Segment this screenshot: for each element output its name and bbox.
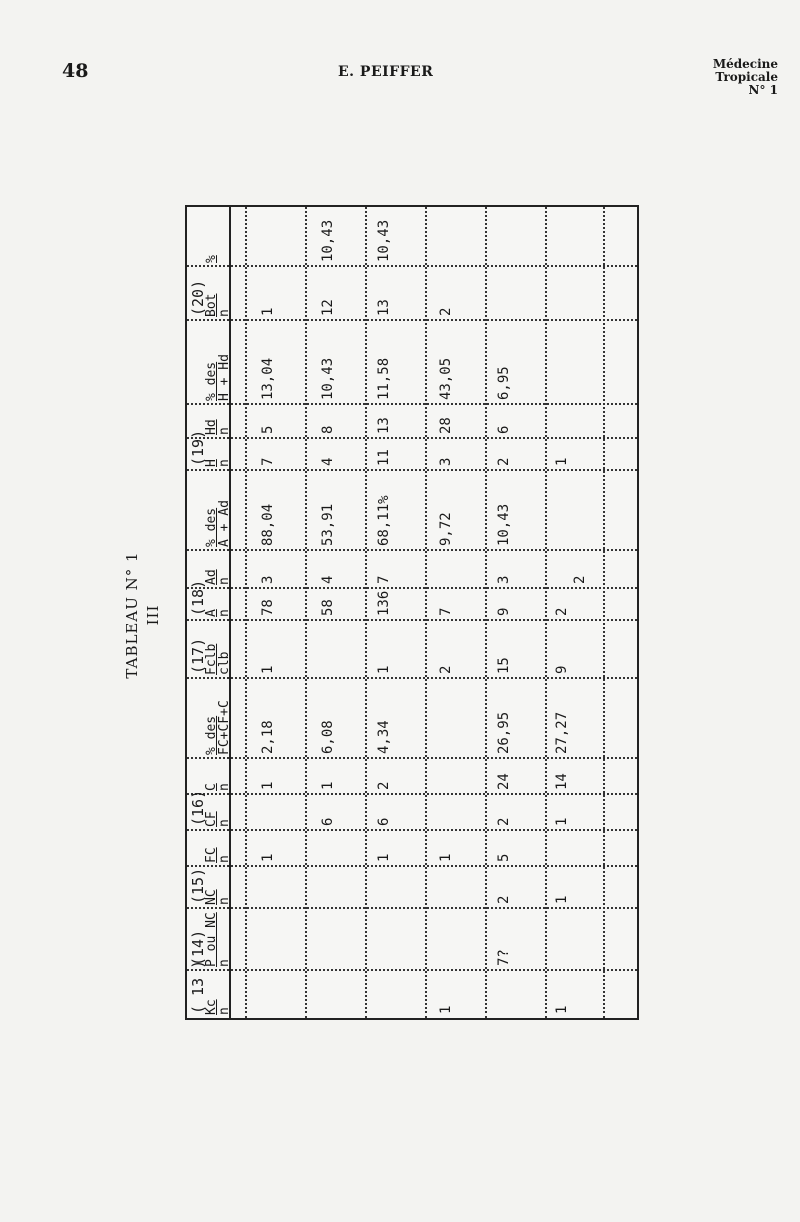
column-group-label: ( 13 ) <box>189 959 207 1014</box>
column-group-label: (14) <box>189 929 207 966</box>
table-cell: 6 <box>496 425 512 434</box>
table-cell: 2 <box>376 781 392 790</box>
table-cell: 27,27 <box>554 711 570 754</box>
column-header-bottom: n <box>217 855 232 863</box>
column-header-bottom: n <box>217 1007 232 1015</box>
table-cell: 1 <box>554 457 570 466</box>
column-header-bottom: clb <box>217 651 232 675</box>
column-header-bottom: n <box>217 309 232 317</box>
table-cell: 53,91 <box>320 503 336 546</box>
table-cell: 1 <box>320 781 336 790</box>
column-group-label: (19) <box>189 429 207 466</box>
table-cell: 26,95 <box>496 711 512 754</box>
column-header <box>205 500 231 547</box>
column-header <box>205 569 231 585</box>
column-header-top: FC <box>204 847 219 863</box>
column-divider <box>187 865 637 867</box>
page-number: 48 <box>62 60 89 82</box>
table-cell: 11 <box>376 449 392 466</box>
column-header <box>205 644 231 675</box>
column-divider <box>187 319 637 321</box>
table-cell: 9 <box>554 665 570 674</box>
column-divider <box>187 969 637 971</box>
table-cell: 1 <box>554 817 570 826</box>
table-cell: 6,08 <box>320 720 336 754</box>
data-table <box>185 205 639 1020</box>
table-cell: 24 <box>496 773 512 790</box>
column-header-bottom: FC+CF+C <box>217 700 232 755</box>
table-cell: 13 <box>376 299 392 316</box>
column-divider <box>187 757 637 759</box>
column-header <box>205 783 231 791</box>
table-cell: 5 <box>496 853 512 862</box>
row-divider <box>603 207 605 1018</box>
column-header-top: Fclb <box>204 643 219 675</box>
column-group-label: (20) <box>189 279 207 316</box>
table-cell: 7 <box>438 607 454 616</box>
table-cell: 12 <box>320 299 336 316</box>
row-divider <box>365 207 367 1018</box>
column-header-top: % <box>204 255 219 263</box>
table-cell: 3 <box>260 575 276 584</box>
column-header-top: % des <box>204 715 219 755</box>
table-cell: 1 <box>438 1005 454 1014</box>
journal-line-3: N° 1 <box>748 83 778 97</box>
journal-line-1: Médecine <box>712 57 778 71</box>
table-cell: 2 <box>554 607 570 616</box>
table-cell: 4,34 <box>376 720 392 754</box>
column-divider <box>187 437 637 439</box>
table-cell: 1 <box>554 895 570 904</box>
table-cell: 6 <box>320 817 336 826</box>
table-cell: 6,95 <box>496 366 512 400</box>
table-cell: 9 <box>496 607 512 616</box>
column-header <box>205 811 231 827</box>
table-cell: 1 <box>260 853 276 862</box>
column-header-top: NC <box>204 889 219 905</box>
table-cell: 11,58 <box>376 357 392 400</box>
table-cell: 2 <box>496 457 512 466</box>
row-divider <box>485 207 487 1018</box>
journal-name <box>713 58 778 97</box>
table-cell: 4 <box>320 575 336 584</box>
table-cell: 43,05 <box>438 357 454 400</box>
column-header-bottom: n <box>217 959 232 967</box>
table-cell: 13 <box>376 417 392 434</box>
table-cell: 1 <box>376 853 392 862</box>
column-group-label: (15) <box>189 867 207 904</box>
column-header-top: A <box>204 609 219 617</box>
table-cell: 10,43 <box>320 219 336 262</box>
table-cell: 2 <box>496 895 512 904</box>
column-header-top: Bot <box>204 293 219 317</box>
table-cell: 7? <box>496 949 512 966</box>
column-header-top: CF <box>204 811 219 827</box>
table-cell: 5 <box>260 425 276 434</box>
table-cell: 1 <box>260 307 276 316</box>
table-cell: 2 <box>496 817 512 826</box>
column-header <box>205 847 231 863</box>
column-header-bottom: n <box>217 897 232 905</box>
table-title: TABLEAU N° 1 <box>123 551 141 679</box>
column-divider <box>187 403 637 405</box>
table-cell: 15 <box>496 657 512 674</box>
column-header-bottom: H + Hd <box>217 354 232 401</box>
table-cell: 10,43 <box>376 219 392 262</box>
column-header-bottom: A + Ad <box>217 500 232 547</box>
column-divider <box>187 829 637 831</box>
column-header-bottom: n <box>217 609 232 617</box>
table-cell: 14 <box>554 773 570 790</box>
table-cell: 2 <box>438 307 454 316</box>
table-cell: 58 <box>320 599 336 616</box>
table-cell: 68,11% <box>376 495 392 546</box>
table-cell: 136 <box>376 590 392 616</box>
column-group-label: (16) <box>189 789 207 826</box>
column-header-bottom: n <box>217 427 232 435</box>
table-cell: 1 <box>260 781 276 790</box>
column-header-top: Ad <box>204 569 219 585</box>
column-header-bottom: n <box>217 783 232 791</box>
table-cell: 7 <box>260 457 276 466</box>
column-header <box>205 294 231 317</box>
column-divider <box>187 265 637 267</box>
table-cell: 1 <box>260 665 276 674</box>
table-cell: 10,43 <box>496 503 512 546</box>
column-header-bottom: n <box>217 459 232 467</box>
table-cell: 1 <box>376 665 392 674</box>
table-cell: 28 <box>438 417 454 434</box>
table-cell: 2 <box>438 665 454 674</box>
column-divider <box>187 619 637 621</box>
row-divider <box>425 207 427 1018</box>
table-cell: 8 <box>320 425 336 434</box>
column-header <box>205 354 231 401</box>
column-header-top: % des <box>204 507 219 547</box>
table-grid <box>187 207 637 1018</box>
table-subtitle: III <box>144 604 162 626</box>
column-header-top: % des <box>204 361 219 401</box>
column-header <box>205 889 231 905</box>
running-head-author: E. PEIFFER <box>338 64 434 80</box>
column-header-top: Kc <box>204 999 219 1015</box>
table-cell: 9,72 <box>438 512 454 546</box>
column-header-top: H <box>204 459 219 467</box>
table-cell: 1 <box>554 1005 570 1014</box>
journal-line-2: Tropicale <box>715 70 778 84</box>
table-cell: 6 <box>376 817 392 826</box>
table-cell: 3 <box>496 575 512 584</box>
table-cell: 7 <box>376 575 392 584</box>
table-cell: 13,04 <box>260 357 276 400</box>
table-cell: 2,18 <box>260 720 276 754</box>
column-divider <box>187 793 637 795</box>
row-divider <box>545 207 547 1018</box>
column-header <box>205 700 231 755</box>
table-cell: 2 <box>572 575 588 584</box>
column-header-top: P ou NC <box>204 912 219 967</box>
table-cell: 4 <box>320 457 336 466</box>
column-header <box>205 912 231 967</box>
column-header-top: Hd <box>204 419 219 435</box>
column-divider <box>187 549 637 551</box>
column-group-label: (18) <box>189 579 207 616</box>
column-header-top: C <box>204 783 219 791</box>
column-divider <box>187 677 637 679</box>
column-header-bottom: n <box>217 819 232 827</box>
column-header-bottom: n <box>217 577 232 585</box>
column-header <box>205 459 231 467</box>
column-divider <box>187 907 637 909</box>
column-header <box>205 609 231 617</box>
table-cell: 88,04 <box>260 503 276 546</box>
column-divider <box>187 587 637 589</box>
table-cell: 1 <box>438 853 454 862</box>
row-divider <box>305 207 307 1018</box>
column-divider <box>187 469 637 471</box>
column-header <box>205 419 231 435</box>
table-cell: 3 <box>438 457 454 466</box>
column-group-label: (17) <box>189 637 207 674</box>
table-caption <box>122 485 182 745</box>
column-header <box>205 255 218 263</box>
column-header <box>205 999 231 1015</box>
table-cell: 10,43 <box>320 357 336 400</box>
table-cell: 78 <box>260 599 276 616</box>
row-divider <box>245 207 247 1018</box>
